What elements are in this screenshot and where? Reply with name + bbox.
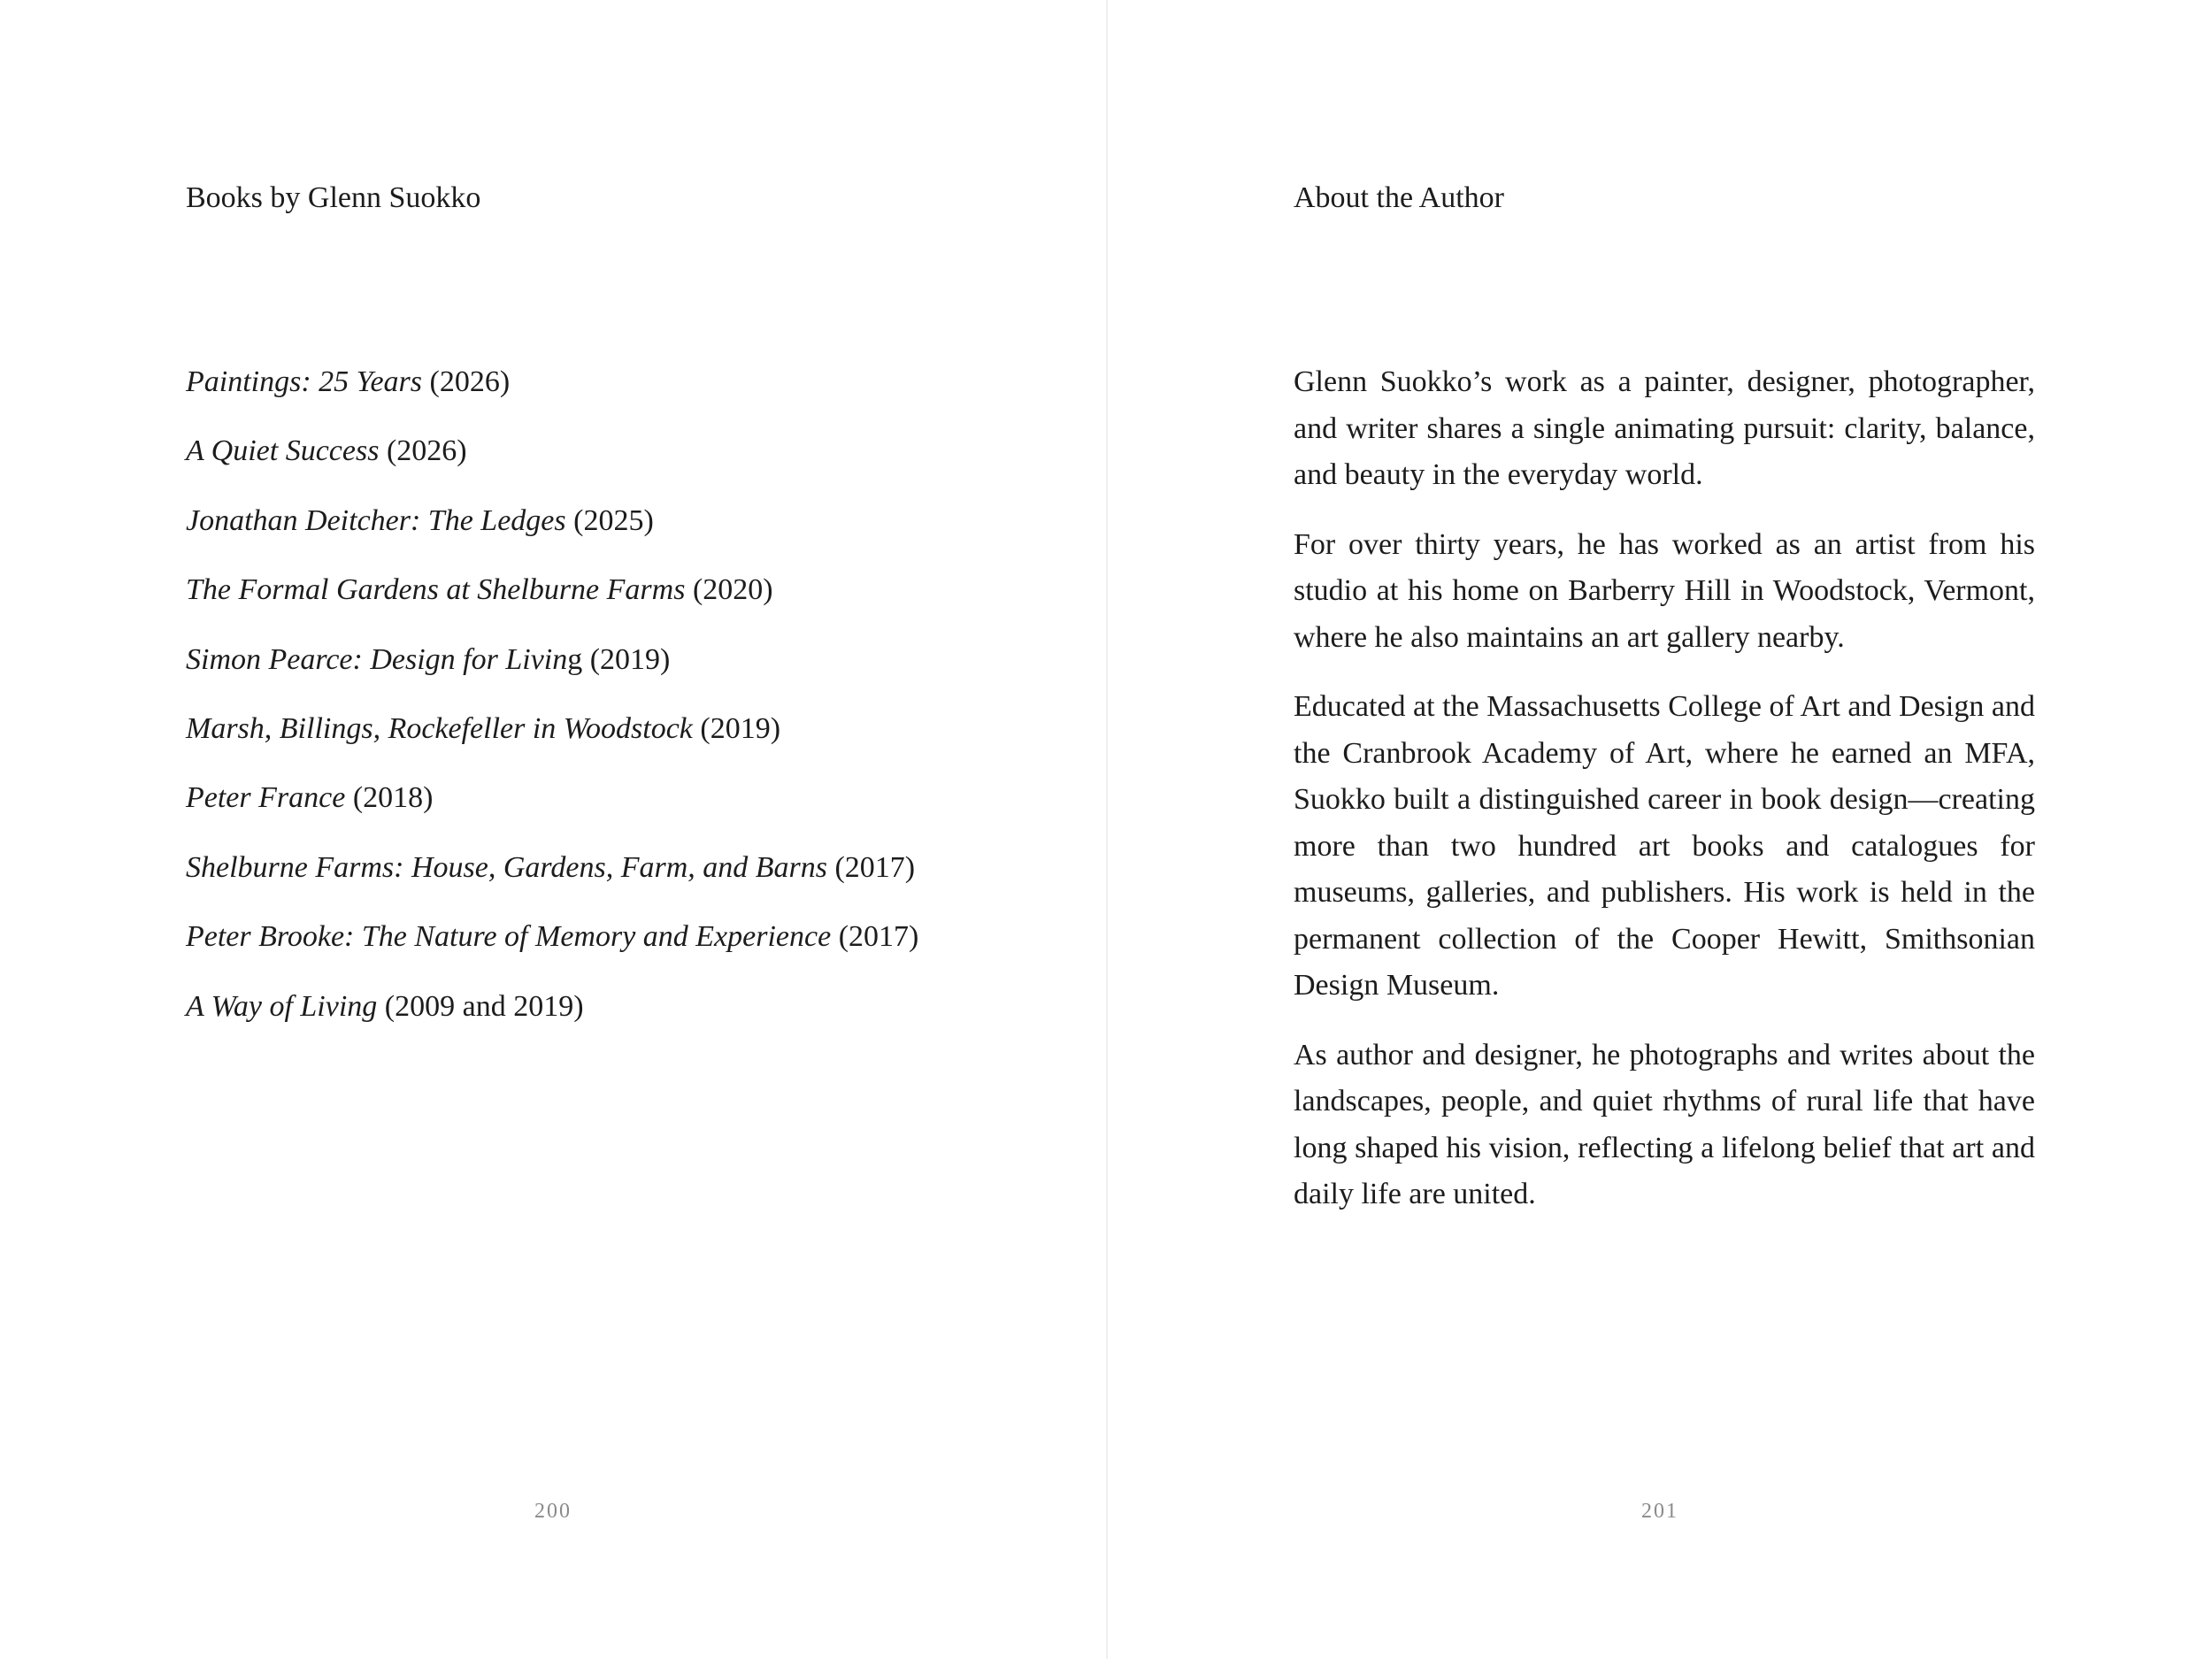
bio-paragraph: Educated at the Massachusetts College of Art and Design and the Cranbrook Academy of Art, where he earned an MFA, Suokko built a distinguished career in book design—creating more than two hundred art books and catalogues for museums, galleries, and publishers. His work is held in the permanent collection of the Cooper Hewitt, Smithsonian Design Museum. [1294,690,2035,1002]
book-year: (2009 and 2019) [384,989,584,1023]
book-list [186,359,918,1053]
book-year: (2025) [573,503,654,537]
page-number: 201 [1641,1500,1678,1523]
book-item [186,567,918,636]
book-year: (2020) [692,573,773,607]
book-title: Simon Pearce: Design for Livin [186,642,568,676]
book-title: Peter France [186,781,346,815]
bio-paragraph: For over thirty years, he has worked as an artist from his studio at his home on Barberry Hill in Woodstock, Vermont, where he also maintains an art gallery nearby. [1294,527,2035,654]
author-bio [1294,359,2035,1241]
book-title: The Formal Gardens at Shelburne Farms [186,573,686,607]
book-title: Jonathan Deitcher: The Ledges [186,503,566,537]
book-item [186,637,918,706]
book-item [186,498,918,567]
book-item [186,845,918,914]
bio-paragraph: As author and designer, he photographs and writes about the landscapes, people, and quiet rhythms of rural life that have long shaped his vision, reflecting a lifelong belief that art and daily life are united. [1294,1038,2035,1210]
bio-paragraph: Glenn Suokko’s work as a painter, designer, photographer, and writer shares a single animating pursuit: clarity, balance, and beauty in the everyday world. [1294,365,2035,491]
book-year: (2017) [838,920,919,954]
books-heading: Books by Glenn Suokko [186,181,481,214]
page-number: 200 [534,1500,572,1523]
book-year: (2018) [352,781,434,815]
book-item [186,428,918,497]
book-title: A Quiet Success [186,434,380,468]
book-item [186,359,918,428]
book-item [186,706,918,775]
book-item [186,775,918,844]
book-year: (2019) [700,711,781,745]
book-title: A Way of Living [186,989,378,1023]
book-item [186,984,918,1053]
about-heading: About the Author [1294,181,1504,214]
book-year: (2026) [429,365,511,398]
right-page [1108,0,2212,1659]
book-title: Peter Brooke: The Nature of Memory and Experience [186,920,832,954]
book-year: (2017) [834,850,916,884]
book-title: Paintings: 25 Years [186,365,423,398]
book-year: (2026) [386,434,467,468]
book-year: (2019) [589,642,671,676]
book-item [186,914,918,983]
book-title: Shelburne Farms: House, Gardens, Farm, and Barns [186,850,827,884]
book-title-tail: g [567,642,583,676]
book-title: Marsh, Billings, Rockefeller in Woodstock [186,711,693,745]
